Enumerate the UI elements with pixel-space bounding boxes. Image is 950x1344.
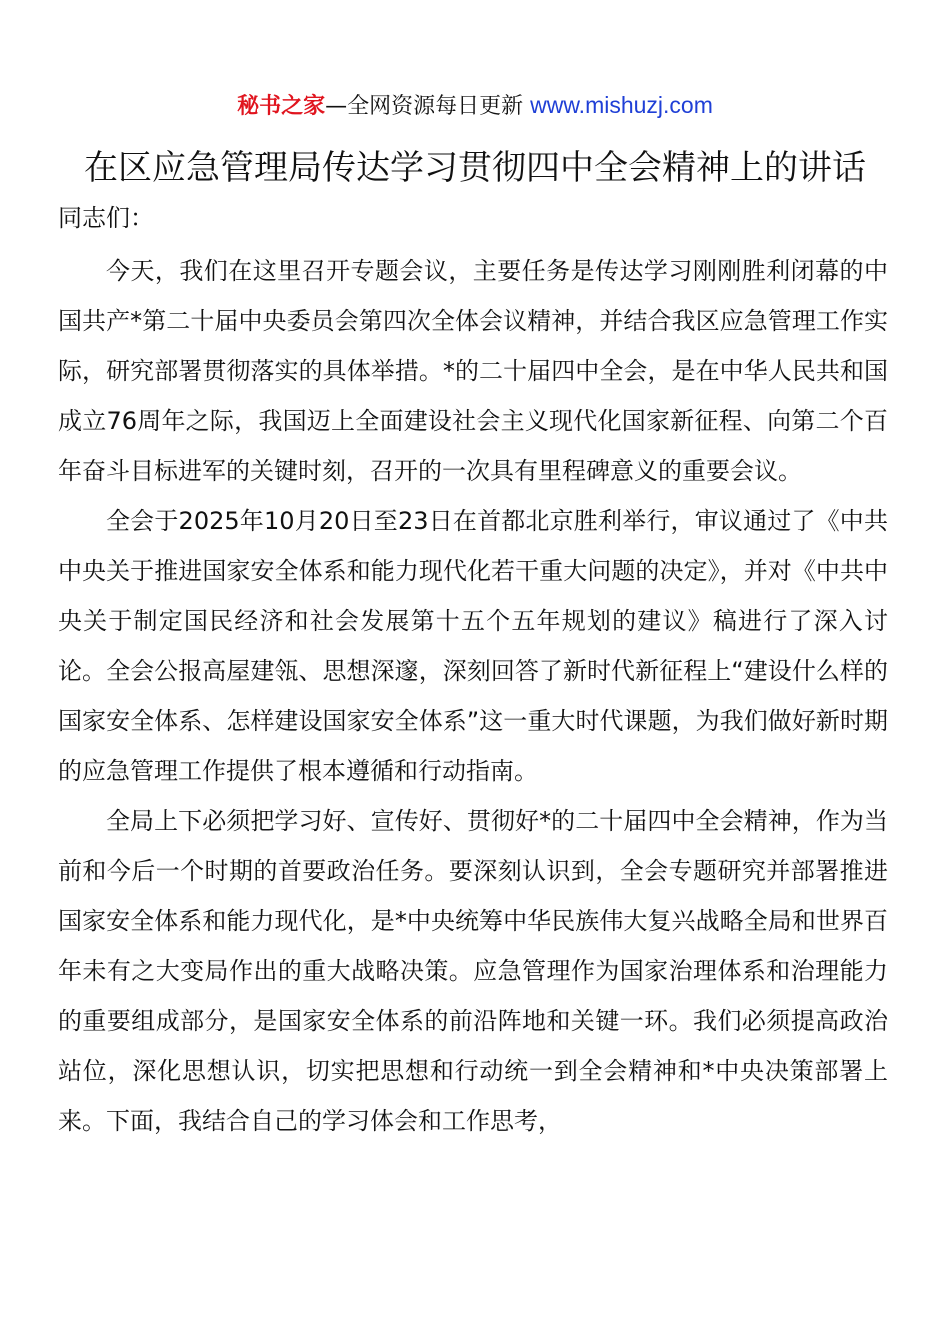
site-brand: 秘书之家 [237, 94, 326, 119]
paragraph-3: 全局上下必须把学习好、宣传好、贯彻好*的二十届四中全会精神，作为当前和今后一个时期的首要政治任务。要深刻认识到，全会专题研究并部署推进国家安全体系和能力现代化，是*中央统筹中华民族伟大复兴战略全局和世界百年未有之大变局作出的重大战略决策。应急管理作为国家治理体系和治理能力的重要组成部分，是国家安全体系的前沿阵地和关键一环。我们必须提高政治站位，深化思想认识，切实把思想和行动统一到全会精神和*中央决策部署上来。下面，我结合自己的学习体会和工作思考， [58, 807, 888, 1135]
site-tagline: —全网资源每日更新 [325, 94, 524, 119]
document-body [58, 246, 888, 1146]
site-header [0, 88, 950, 124]
document-title: 在区应急管理局传达学习贯彻四中全会精神上的讲话 [84, 148, 866, 188]
paragraph-1: 今天，我们在这里召开专题会议，主要任务是传达学习刚刚胜利闭幕的中国共产*第二十届中央委员会第四次全体会议精神，并结合我区应急管理工作实际，研究部署贯彻落实的具体举措。*的二十届四中全会，是在中华人民共和国成立76周年之际，我国迈上全面建设社会主义现代化国家新征程、向第二个百年奋斗目标进军的关键时刻，召开的一次具有里程碑意义的重要会议。 [58, 257, 888, 485]
salutation: 同志们： [58, 204, 154, 232]
site-url-link[interactable]: www.mishuzj.com [530, 92, 713, 118]
paragraph-2: 全会于2025年10月20日至23日在首都北京胜利举行，审议通过了《中共中央关于推进国家安全体系和能力现代化若干重大问题的决定》，并对《中共中央关于制定国民经济和社会发展第十五个五年规划的建议》稿进行了深入讨论。全会公报高屋建瓴、思想深邃，深刻回答了新时代新征程上“建设什么样的国家安全体系、怎样建设国家安全体系”这一重大时代课题，为我们做好新时期的应急管理工作提供了根本遵循和行动指南。 [58, 507, 888, 785]
